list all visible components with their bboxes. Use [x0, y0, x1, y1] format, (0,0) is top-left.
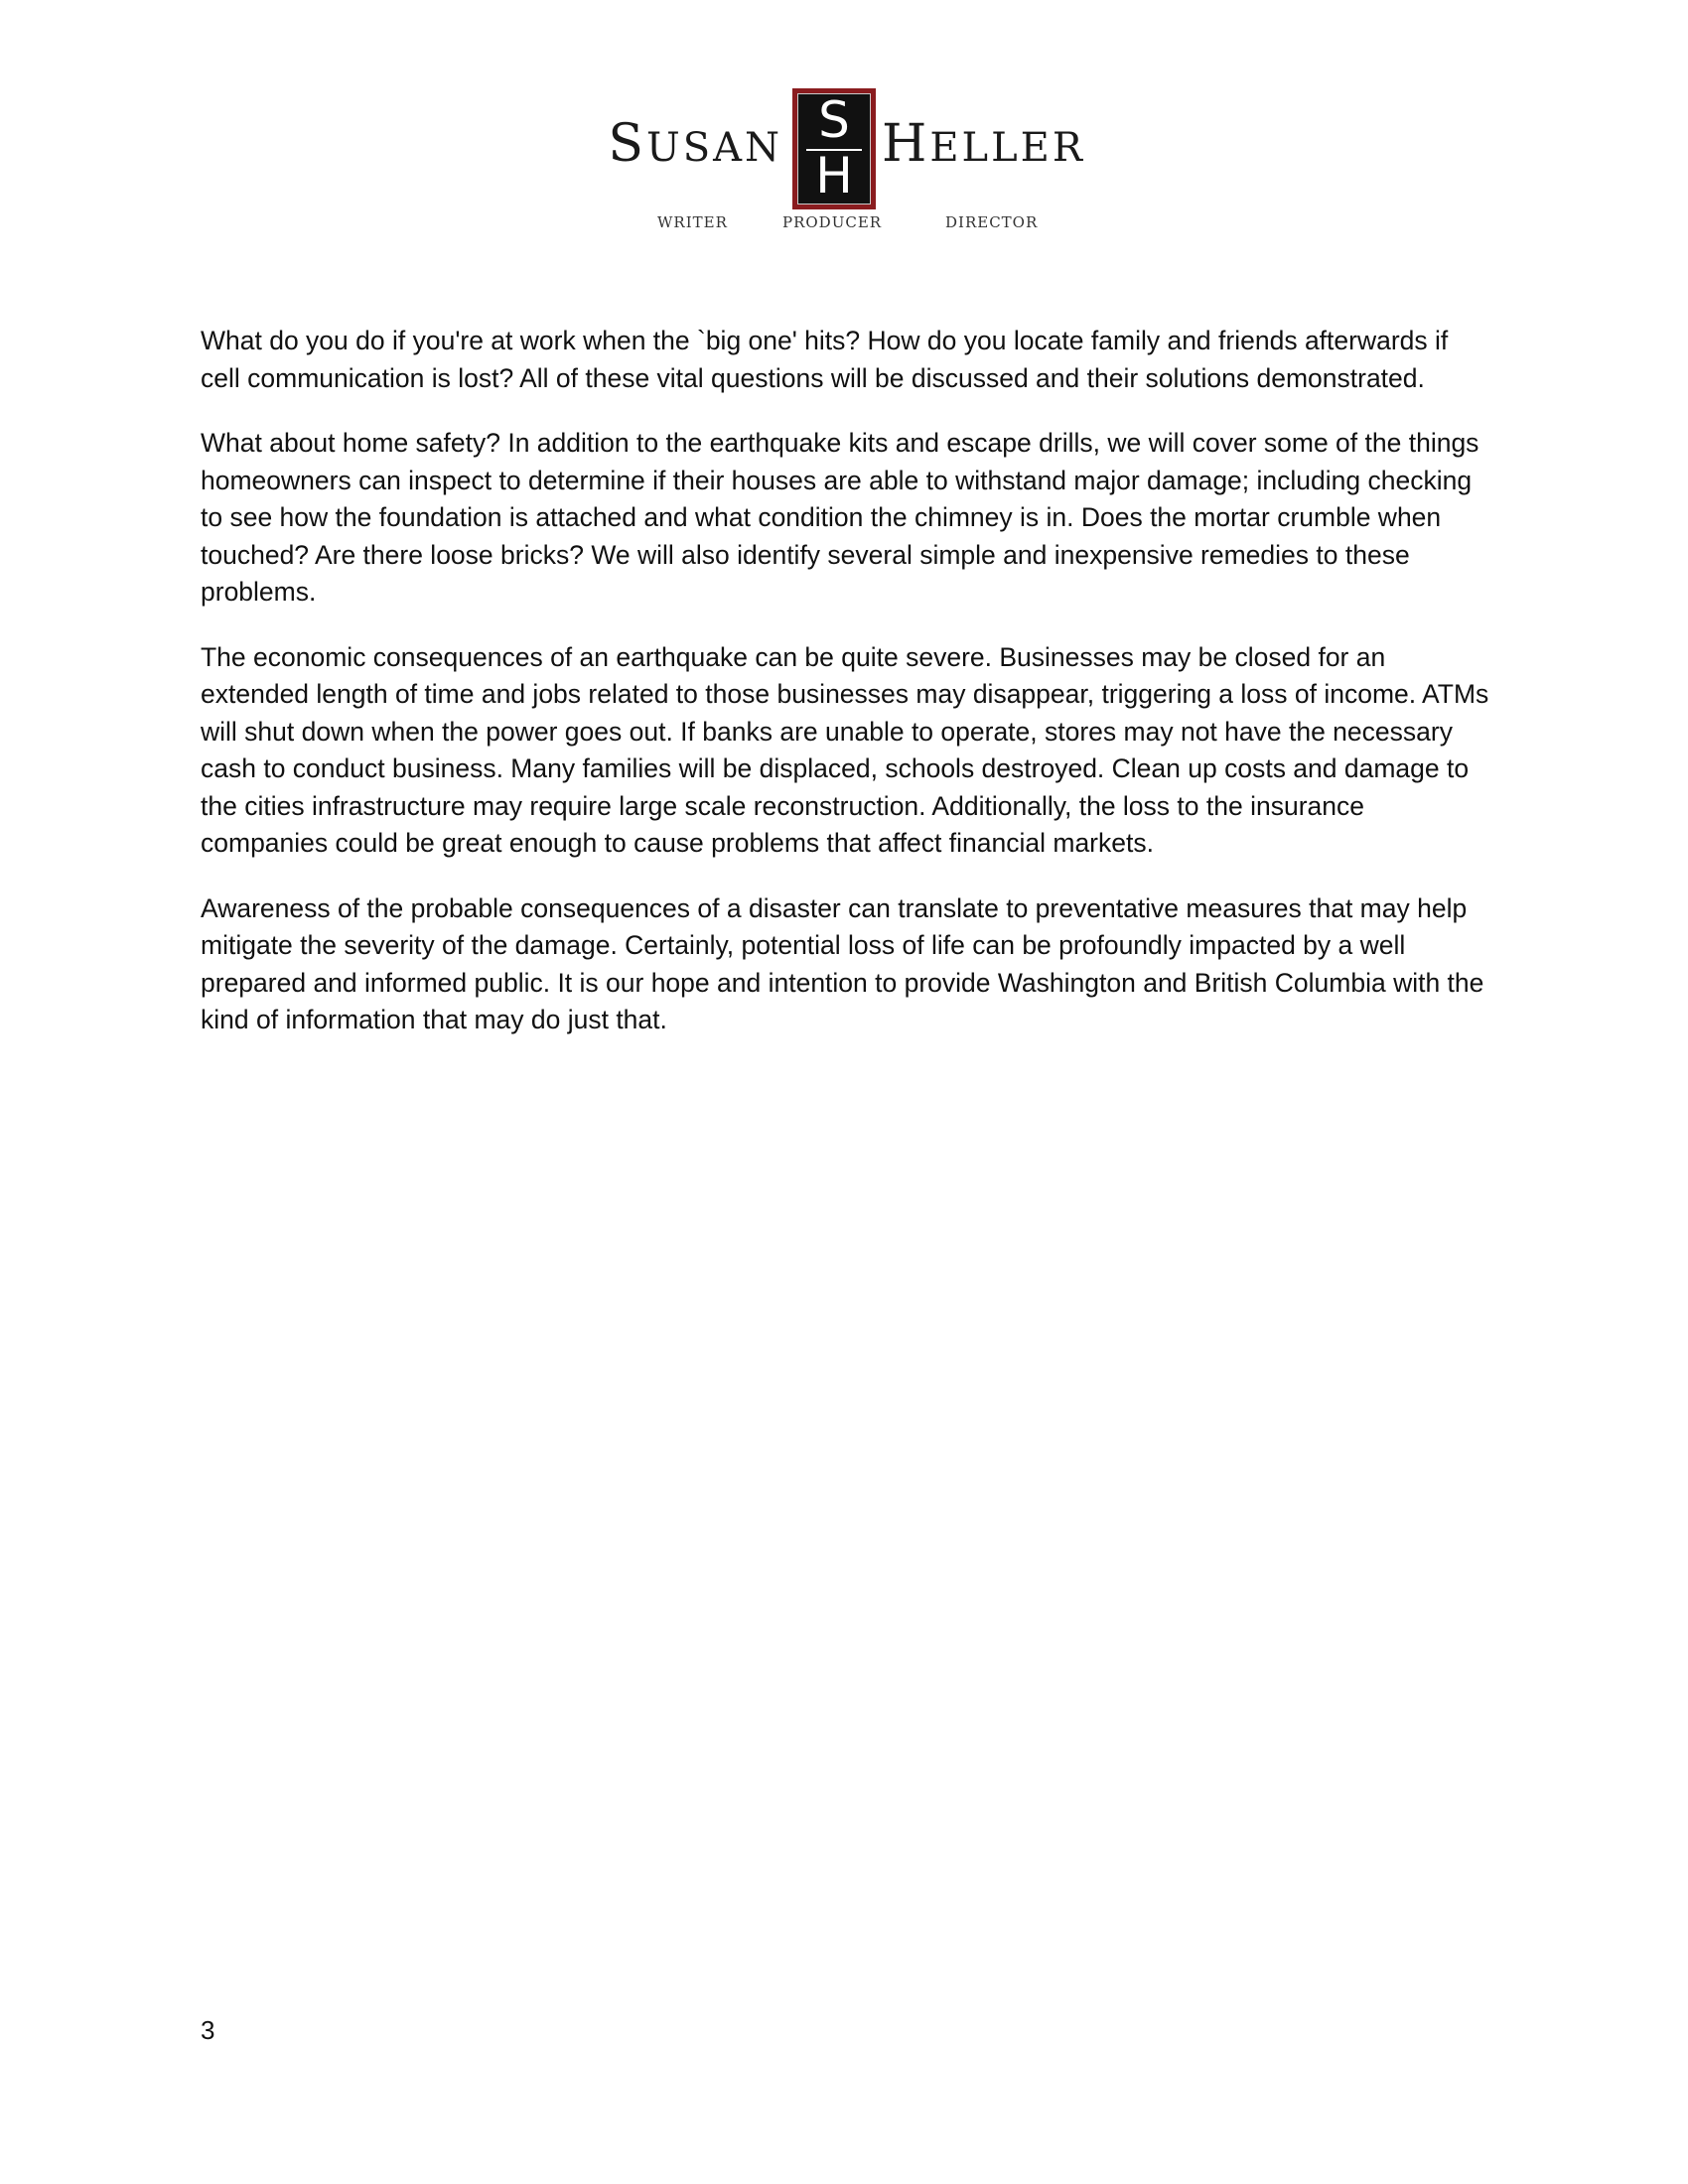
letterhead-roles: [0, 213, 1688, 237]
letterhead-first-name: SUSAN: [608, 114, 782, 174]
paragraph: What about home safety? In addition to the earthquake kits and escape drills, we will cover some of the things homeowners can inspect to determine if their houses are able to withstand major damage; including checking to see how the foundation is attached and what condition the chimney is in. Does the mortar crumble when touched? Are there loose bricks? We will also identify several simple and inexpensive remedies to these problems.: [201, 428, 1479, 607]
body-text: [201, 323, 1491, 1067]
monogram-top-letter: S: [818, 91, 850, 149]
role-writer: WRITER: [657, 213, 728, 231]
letterhead: [0, 84, 1688, 243]
paragraph: The economic consequences of an earthquake can be quite severe. Businesses may be closed for an extended length of time and jobs related to those businesses may disappear, triggering a loss of income. ATMs will shut down when the power goes out. If banks are unable to operate, stores may not have the necessary cash to conduct business. Many families will be displaced, schools destroyed. Clean up costs and damage to the cities infrastructure may require large scale reconstruction. Additionally, the loss to the insurance companies could be great enough to cause problems that affect financial markets.: [201, 641, 1489, 858]
monogram-bottom-letter: H: [815, 147, 853, 205]
monogram-logo: [792, 88, 876, 209]
monogram-inner: [797, 93, 871, 205]
letterhead-last-name: HELLER: [882, 114, 1085, 174]
paragraph: What do you do if you're at work when the `big one' hits? How do you locate family and friends afterwards if cell communication is lost? All of these vital questions will be discussed and their solutions demonstrated.: [201, 326, 1449, 393]
role-director: DIRECTOR: [945, 213, 1039, 231]
paragraph: Awareness of the probable consequences of a disaster can translate to preventative measures that may help mitigate the severity of the damage. Certainly, potential loss of life can be profoundly impacted by a well prepared and informed public. It is our hope and intention to provide Washington and British Columbia with the kind of information that may do just that.: [201, 892, 1484, 1034]
page-number: 3: [201, 2015, 215, 2045]
role-producer: PRODUCER: [782, 213, 883, 231]
